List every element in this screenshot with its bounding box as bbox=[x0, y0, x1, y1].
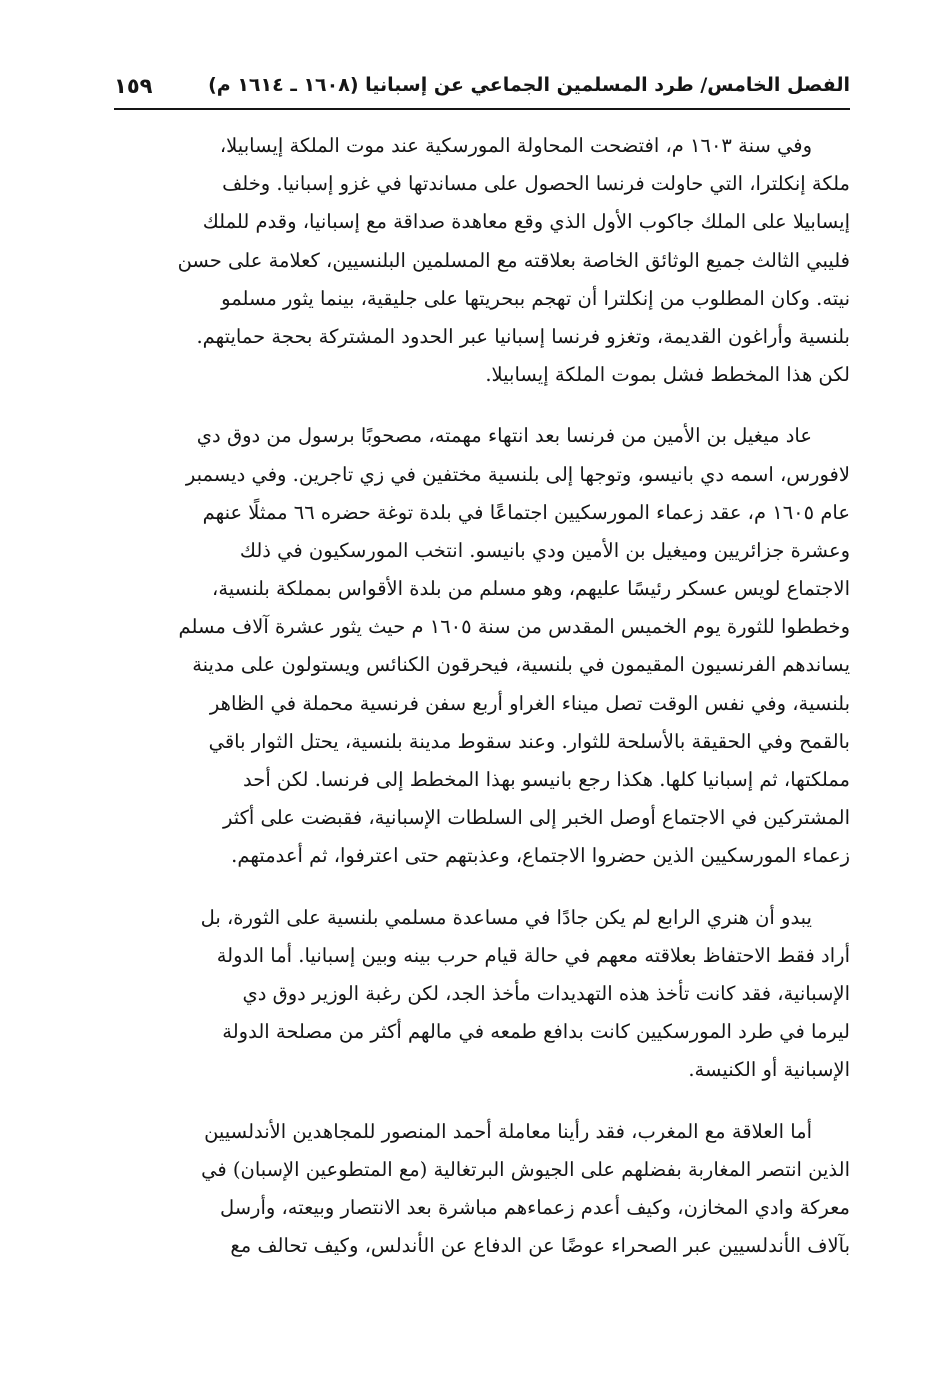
text-line: الإسبانية أو الكنيسة. bbox=[688, 1058, 850, 1082]
text-line: فليبي الثالث جميع الوثائق الخاصة بعلاقته مع المسلمين البلنسيين، كعلامة على حسن bbox=[177, 248, 850, 272]
text-line: إيسابيلا على الملك جاكوب الأول الذي وقع معاهدة صداقة مع إسبانيا، وقدم للملك bbox=[202, 210, 850, 234]
text-line: وخططوا للثورة يوم الخميس المقدس من سنة ١٦٠٥ م حيث يثور عشرة آلاف مسلم bbox=[178, 615, 850, 639]
text-line: عام ١٦٠٥ م، عقد زعماء المورسكيين اجتماعًا في بلدة توغة حضره ٦٦ ممثلًا عنهم bbox=[202, 500, 850, 524]
text-line: بالقمح وفي الحقيقة بالأسلحة للثوار. وعند سقوط مدينة بلنسية، يحتل الثوار باقي bbox=[208, 729, 850, 753]
text-line: أما العلاقة مع المغرب، فقد رأينا معاملة أحمد المنصور للمجاهدين الأندلسيين bbox=[204, 1119, 812, 1143]
text-line: وفي سنة ١٦٠٣ م، افتضحت المحاولة المورسكية عند موت الملكة إيسابيلا، bbox=[219, 134, 812, 157]
text-line: الاجتماع لويس عسكر رئيسًا عليهم، وهو مسلم من بلدة الأقواس بمملكة بلنسية، bbox=[212, 577, 850, 601]
text-line: نيته. وكان المطلوب من إنكلترا أن تهجم ببحريتها على جليقية، بينما يثور مسلمو bbox=[221, 286, 850, 310]
text-line: الإسبانية، فقد كانت تأخذ هذه التهديدات مأخذ الجد، لكن رغبة الوزير دوق دي bbox=[242, 981, 850, 1005]
paragraph bbox=[105, 899, 850, 1090]
paragraph bbox=[105, 417, 850, 875]
paragraph bbox=[105, 127, 850, 394]
text-line: أراد فقط الاحتفاظ بعلاقته معهم في حالة قيام حرب بينه وبين إسبانيا. أما الدولة bbox=[216, 943, 850, 967]
paragraph bbox=[105, 1113, 850, 1266]
body-text bbox=[105, 127, 850, 1265]
text-line: لكن هذا المخطط فشل بموت الملكة إيسابيلا. bbox=[485, 363, 850, 387]
text-line: مملكتها، ثم إسبانيا كلها. هكذا رجع بانيسو بهذا المخطط إلى فرنسا. لكن أحد bbox=[243, 768, 850, 791]
text-line: زعماء المورسكيين الذين حضروا الاجتماع، وعذبتهم حتى اعترفوا، ثم أعدمتهم. bbox=[231, 844, 850, 868]
text-line: معركة وادي المخازن، وكيف أعدم زعماءهم مباشرة بعد الانتصار وبيعته، وأرسل bbox=[219, 1195, 850, 1219]
text-line: بلنسية، وفي نفس الوقت تصل ميناء الغراو أربع سفن فرنسية محملة في الظاهر bbox=[209, 691, 850, 715]
page-number: ١٥٩ bbox=[114, 74, 153, 98]
text-line: الذين انتصر المغاربة بفضلهم على الجيوش البرتغالية (مع المتطوعين الإسبان) في bbox=[201, 1157, 850, 1181]
text-line: عاد ميغيل بن الأمين من فرنسا بعد انتهاء مهمته، مصحوبًا برسول من دوق دي bbox=[196, 424, 812, 448]
text-line: وعشرة جزائريين وميغيل بن الأمين ودي بانيسو. انتخب المورسكيون في ذلك bbox=[239, 538, 850, 562]
text-line: بآلاف الأندلسيين عبر الصحراء عوضًا عن الدفاع عن الأندلس، وكيف تحالف مع bbox=[230, 1234, 850, 1258]
text-line: لافورس، اسمه دي بانيسو، وتوجها إلى بلنسية مختفين في زي تاجرين. وفي ديسمبر bbox=[185, 462, 850, 486]
text-line: يساندهم الفرنسيون المقيمون في بلنسية، فيحرقون الكنائس ويستولون على مدينة bbox=[192, 653, 850, 677]
running-title: الفصل الخامس/ طرد المسلمين الجماعي عن إسبانيا (١٦٠٨ ـ ١٦١٤ م) bbox=[208, 74, 850, 96]
text-line: ليرما في طرد المورسكيين كانت بدافع طمعه في مالهم أكثر من مصلحة الدولة bbox=[222, 1020, 850, 1044]
text-line: بلنسية وأراغون القديمة، وتغزو فرنسا إسبانيا عبر الحدود المشتركة بحجة حمايتهم. bbox=[196, 324, 850, 348]
text-line: المشتركين في الاجتماع أوصل الخبر إلى السلطات الإسبانية، فقبضت على أكثر bbox=[222, 806, 850, 830]
text-line: ملكة إنكلترا، التي حاولت فرنسا الحصول على مساندتها في غزو إسبانيا. وخلف bbox=[222, 172, 850, 196]
text-line: يبدو أن هنري الرابع لم يكن جادًا في مساعدة مسلمي بلنسية على الثورة، بل bbox=[200, 905, 812, 929]
page-header bbox=[114, 66, 850, 110]
